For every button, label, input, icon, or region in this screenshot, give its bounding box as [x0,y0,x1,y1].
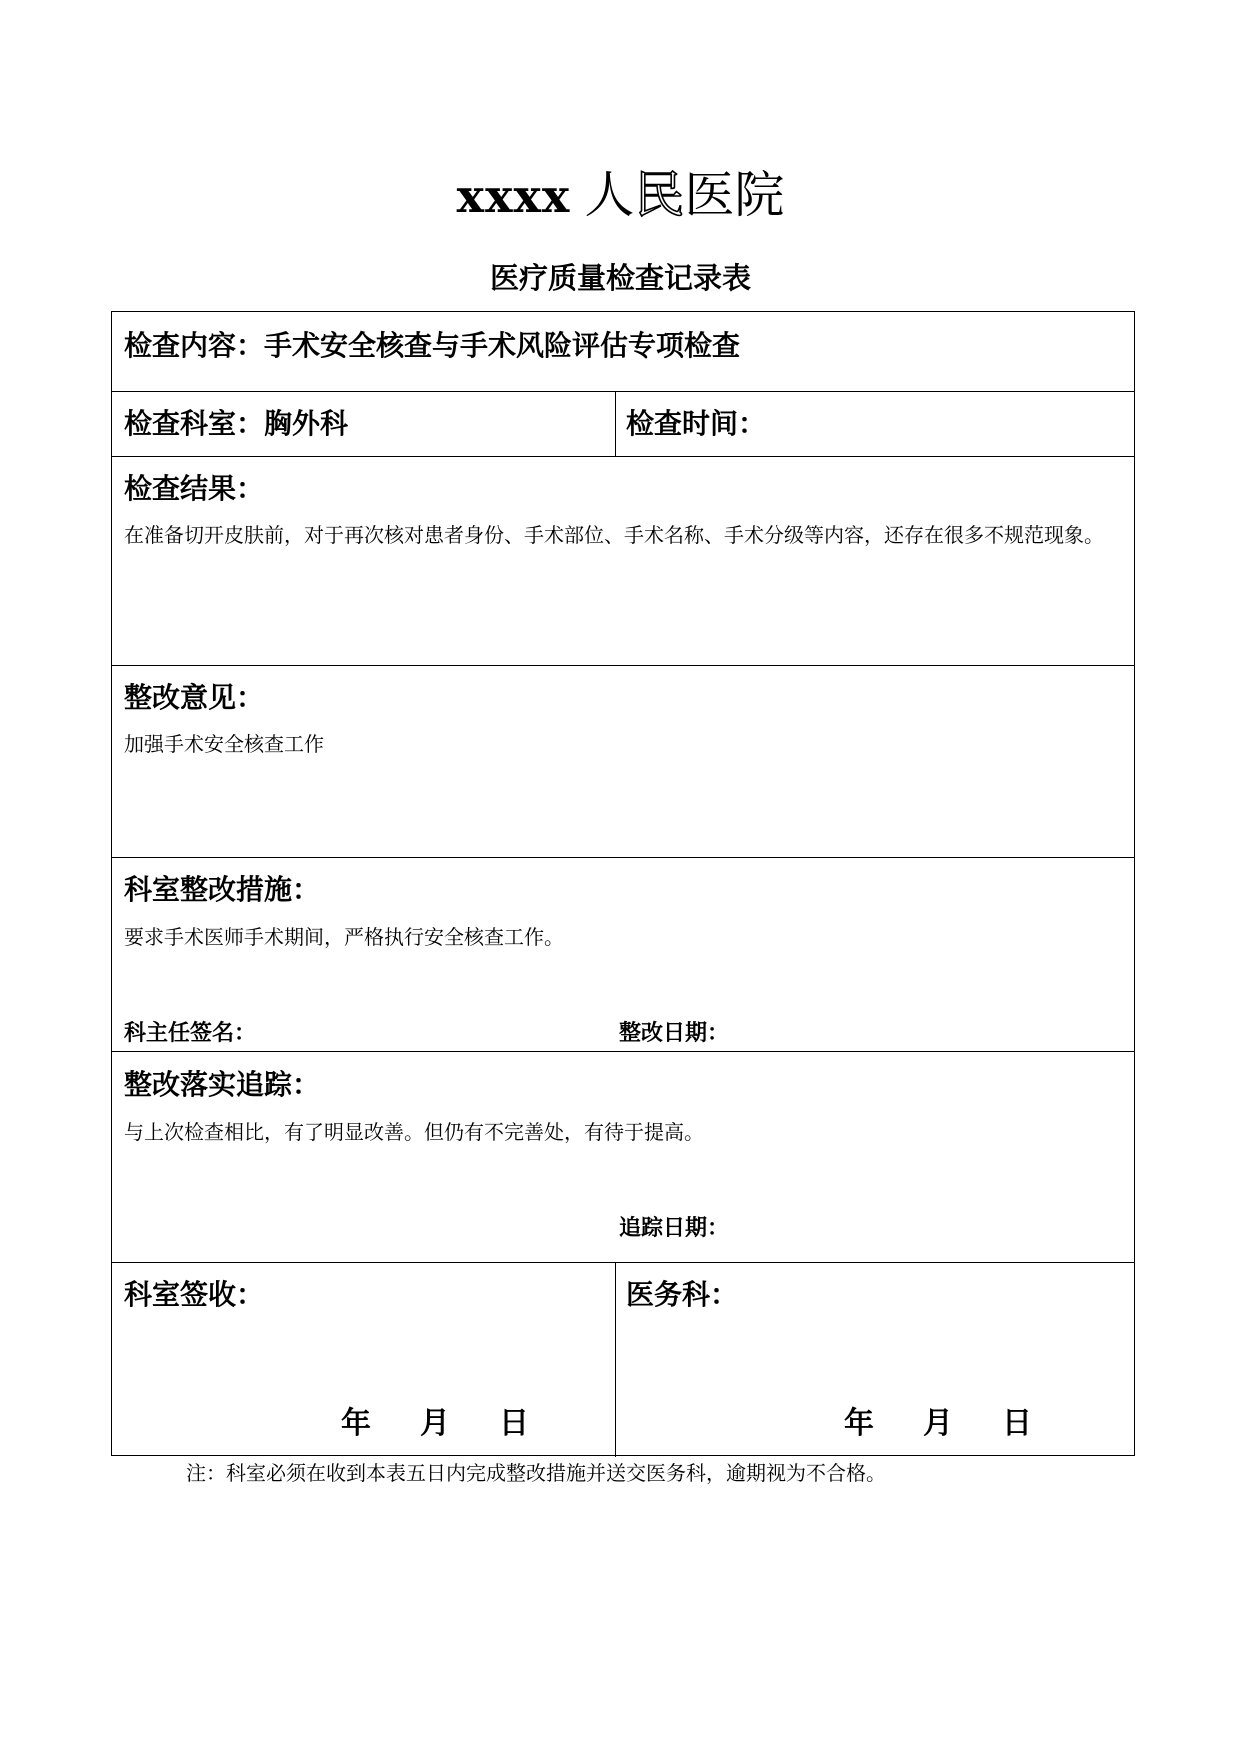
date-month: 月 [420,1406,450,1441]
implementation-tracking-label: 整改落实追踪： [124,1068,321,1101]
inspection-department-cell [124,406,348,442]
table-row-divider [112,456,1134,457]
rectification-opinion-text: 加强手术安全核查工作 [124,732,324,756]
hospital-title-char-1: 人 [584,166,635,224]
hospital-title-char-2: 民 [634,166,685,224]
hospital-title-char-3: 医院 [684,166,785,224]
inspection-result-text: 在准备切开皮肤前，对于再次核对患者身份、手术部位、手术名称、手术分级等内容，还存在很多不规范现象。 [124,523,1104,547]
tracking-date-label: 追踪日期： [619,1216,730,1241]
footer-note: 注：科室必须在收到本表五日内完成整改措施并送交医务科，逾期视为不合格。 [186,1461,886,1485]
director-signature-label: 科主任签名： [124,1021,257,1046]
inspection-department-value: 胸外科 [264,407,349,440]
hospital-title-latin: xxxx [456,169,571,223]
date-day: 日 [499,1406,529,1441]
department-signoff-date [341,1404,529,1444]
inspection-department-label: 检查科室： [124,407,265,440]
table-row-divider [112,1262,1134,1263]
inspection-content-label: 检查内容： [124,329,265,362]
rectification-opinion-label: 整改意见： [124,681,265,714]
medical-affairs-date [844,1404,1032,1444]
date-year: 年 [341,1406,371,1441]
table-column-divider [615,1262,616,1457]
table-row-divider [112,665,1134,666]
date-year: 年 [844,1406,874,1441]
medical-affairs-label: 医务科： [626,1278,739,1311]
form-title: 医疗质量检查记录表 [489,261,751,295]
department-signoff-label: 科室签收： [124,1278,265,1311]
date-month: 月 [923,1406,953,1441]
table-row-divider [112,857,1134,858]
department-measures-label: 科室整改措施： [124,873,321,906]
inspection-result-label: 检查结果： [124,472,265,505]
department-measures-text: 要求手术医师手术期间，严格执行安全核查工作。 [124,925,564,949]
inspection-record-table [111,311,1135,1456]
implementation-tracking-text: 与上次检查相比，有了明显改善。但仍有不完善处，有待于提高。 [124,1120,704,1144]
inspection-time-label: 检查时间： [626,407,767,440]
table-column-divider [615,391,616,456]
hospital-title [0,160,1241,231]
table-row-divider [112,391,1134,392]
date-day: 日 [1002,1406,1032,1441]
inspection-content-value: 手术安全核查与手术风险评估专项检查 [264,329,741,362]
rectification-date-label: 整改日期： [619,1021,730,1046]
table-row-divider [112,1051,1134,1052]
inspection-content-row [124,328,740,364]
